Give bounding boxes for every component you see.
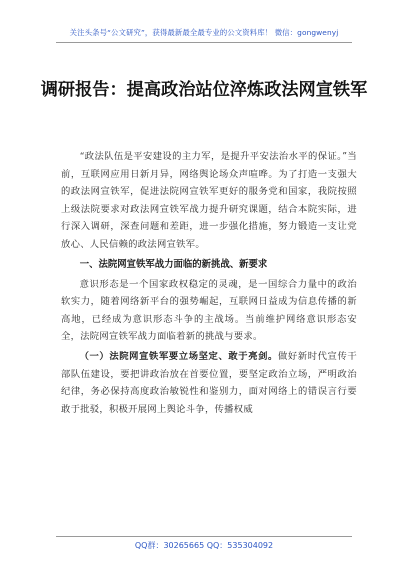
- section-paragraph: 意识形态是一个国家政权稳定的灵魂，是一国综合力量中的政治软实力，随着网络新平台的强势崛起，互联网日益成为信息传播的新高地，已经成为意识形态斗争的主战场。当前维护网络意识形态安全，法院网宣铁军战力面临着新的挑战与要求。: [61, 278, 357, 343]
- sub-item-lead: （一）法院网宣铁军要立场坚定、敢于亮剑。: [79, 350, 278, 362]
- footer-divider: [56, 536, 352, 537]
- header-divider: [56, 42, 352, 43]
- intro-paragraph: “政法队伍是平安建设的主力军，是提升平安法治水平的保证。”当前，互联网应用日新月异，网络舆论场众声喧哗。为了打造一支强大的政法网宣铁军，促进法院网宣铁军更好的服务党和国家，我院按照上级法院要求对政法网宣铁军战力提升研究课题，结合本院实际，进行深入调研，深查问题和差距，进一步强化措施，努力锻造一支让党放心、人民信赖的政法网宣铁军。: [61, 151, 357, 250]
- document-title: 调研报告：提高政治站位淬炼政法网宣铁军: [40, 80, 368, 100]
- sub-item-text: 做好新时代宣传干部队伍建设，要把讲政治放在首要位置，要坚定政治立场，严明政治纪律，务必保持高度政治敏锐性和鉴别力，面对网络上的错误言行要敢于批驳，积极开展网上舆论斗争，传播权威: [61, 350, 357, 415]
- sub-item-paragraph: [61, 348, 357, 418]
- footer-note: QQ群：30265665 QQ：535304092: [134, 541, 274, 550]
- header-note: 关注头条号“公文研究”，获得最新最全最专业的公文资料库！ 微信：gongwenyj: [69, 28, 339, 37]
- section-heading: 一、法院网宣铁军战力面临的新挑战、新要求: [79, 258, 268, 270]
- document-body: [61, 148, 357, 418]
